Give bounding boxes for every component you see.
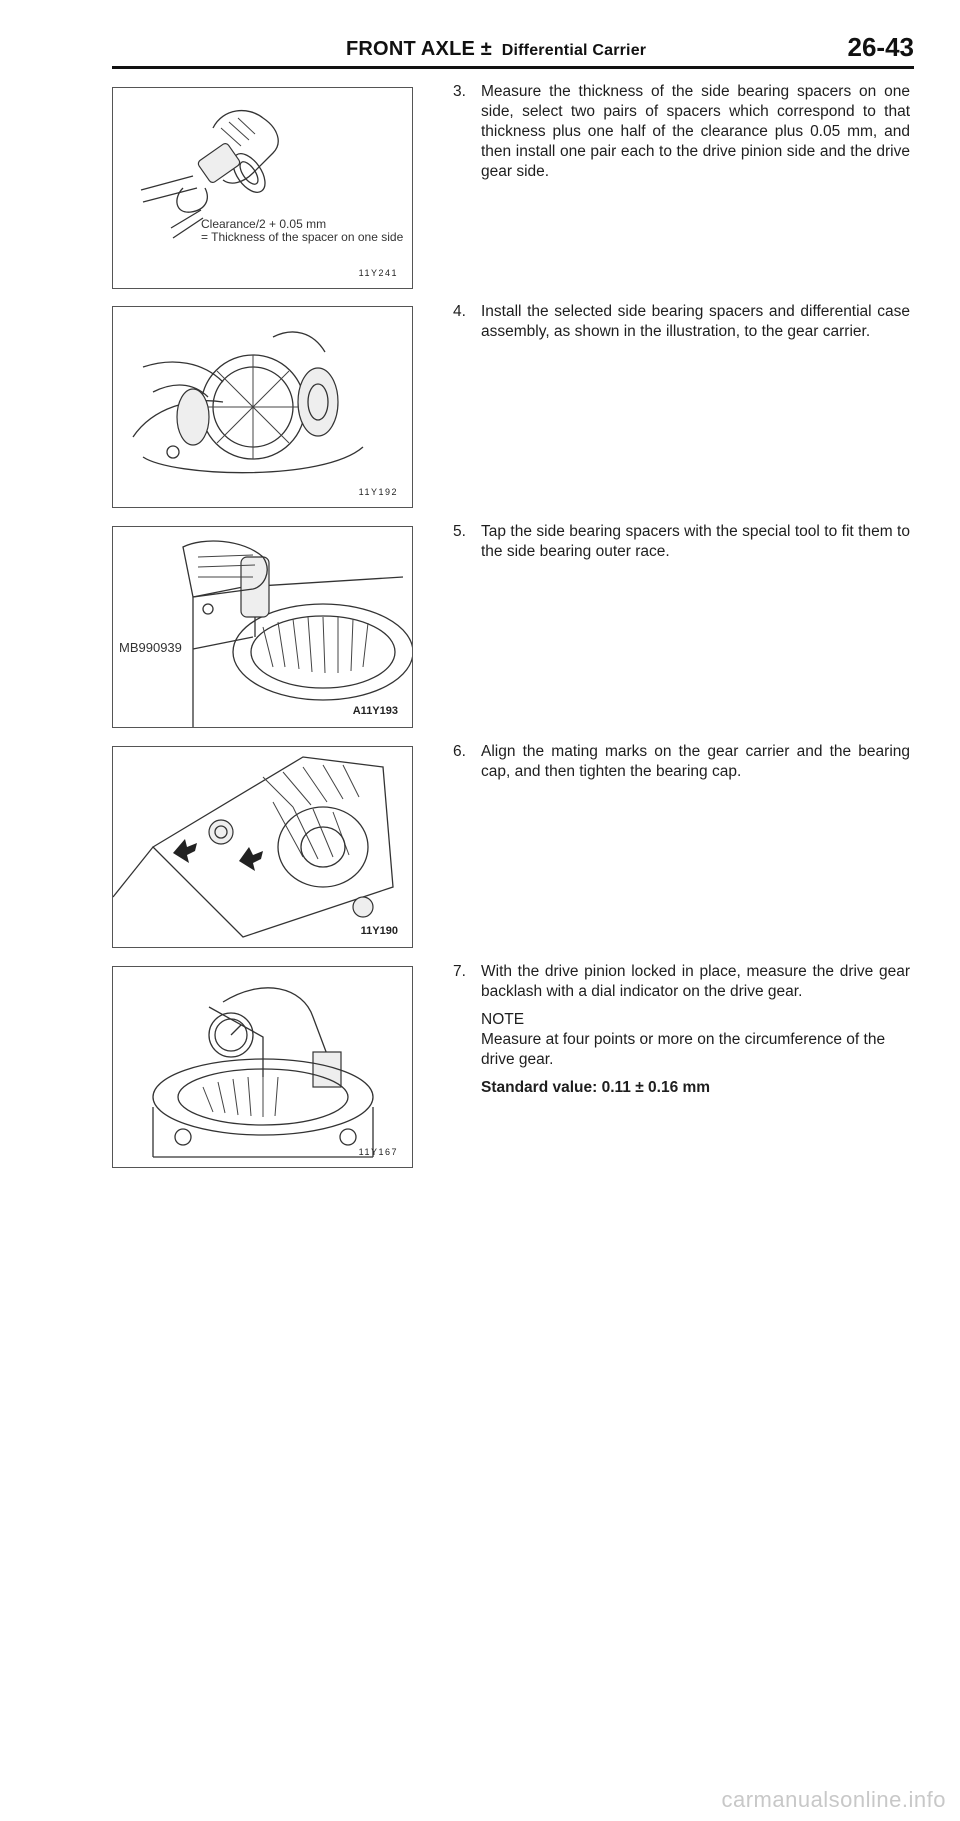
header-title	[346, 38, 646, 61]
figure-code: 11Y167	[358, 1147, 398, 1157]
figure-callout-tool: MB990939	[119, 640, 182, 655]
step-number: 7.	[453, 963, 466, 980]
step-number: 6.	[453, 743, 466, 760]
step-5	[453, 522, 910, 562]
figure-dial-indicator	[112, 966, 413, 1168]
figure-mating-marks	[112, 746, 413, 948]
page-number: 26-43	[847, 32, 914, 62]
figure-code: 11Y241	[358, 268, 398, 278]
standard-value: Standard value: 0.11 ± 0.16 mm	[481, 1079, 711, 1096]
special-tool-tapping-illustration	[113, 527, 412, 727]
figure-callout: Clearance/2 + 0.05 mm = Thickness of the spacer on one side	[201, 217, 404, 244]
step-text: Align the mating marks on the gear carrier and the bearing cap, and then tighten the bearing cap.	[481, 743, 910, 780]
dial-indicator-illustration	[113, 967, 412, 1167]
step-number: 5.	[453, 523, 466, 540]
figure-special-tool	[112, 526, 413, 728]
note-text: Measure at four points or more on the circumference of the drive gear.	[481, 1031, 886, 1068]
mating-marks-illustration	[113, 747, 412, 947]
step-text: Install the selected side bearing spacers and differential case assembly, as shown in the illustration, to the gear carrier.	[481, 303, 910, 340]
header-rule	[112, 66, 914, 69]
differential-case-install-illustration	[113, 307, 412, 507]
figure-spacer-measurement	[112, 87, 413, 289]
figure-code: 11Y192	[358, 487, 398, 497]
step-3	[453, 82, 910, 182]
step-number: 4.	[453, 303, 466, 320]
page-header	[0, 30, 960, 64]
figure-differential-install	[112, 306, 413, 508]
step-text: With the drive pinion locked in place, measure the drive gear backlash with a dial indicator on the drive gear.	[481, 963, 910, 1000]
footer-watermark: carmanualsonline.info	[721, 1787, 946, 1812]
step-7	[453, 962, 910, 1098]
step-number: 3.	[453, 83, 466, 100]
spacer-measurement-illustration	[113, 88, 412, 288]
note-label: NOTE	[481, 1011, 525, 1028]
figure-code: A11Y193	[352, 705, 398, 717]
step-text: Tap the side bearing spacers with the special tool to fit them to the side bearing outer race.	[481, 523, 910, 560]
step-4	[453, 302, 910, 342]
figure-code: 11Y190	[360, 925, 398, 937]
step-6	[453, 742, 910, 782]
step-text: Measure the thickness of the side bearing spacers on one side, select two pairs of spacers which correspond to that thickness plus one half of the clearance plus 0.05 mm, and then install one pair each to the drive pinion side and the drive gear side.	[481, 83, 910, 180]
section-title: FRONT AXLE ±	[346, 38, 492, 60]
section-subtitle: Differential Carrier	[501, 42, 647, 59]
